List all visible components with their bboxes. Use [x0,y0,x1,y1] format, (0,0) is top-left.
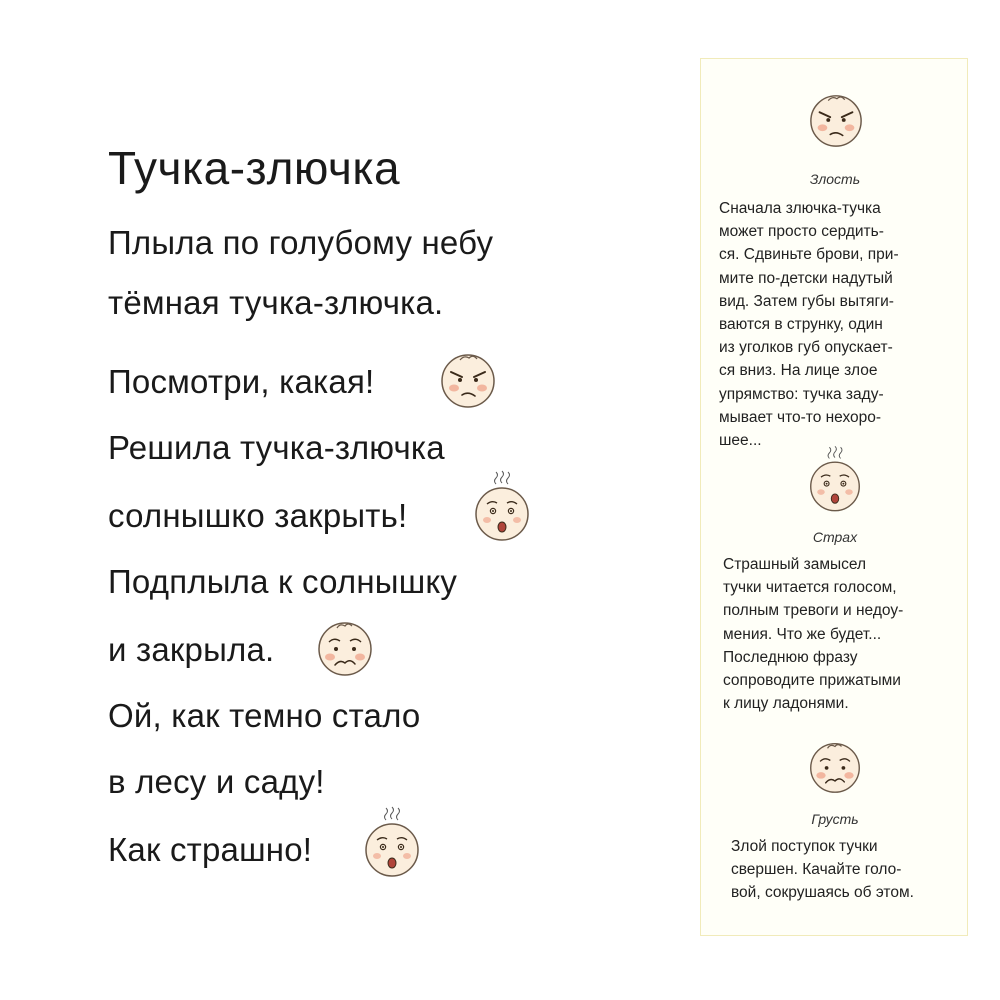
angry-face-icon [807,91,865,149]
poem-line: в лесу и саду! [108,763,325,800]
poem-line: Подплыла к солнышку [108,563,458,600]
fear-face-icon [472,470,532,542]
section-heading-fear: Страх [812,529,858,545]
section-heading-sadness: Грусть [811,811,859,827]
text-line: мывает что-то нехоро- [719,408,882,426]
text-line: ваются в струнку, один [719,315,883,333]
text-line: Последнюю фразу [723,648,858,666]
poem-line: солнышко закрыть! [108,497,408,534]
fear-face-icon [362,806,422,878]
sidebar-panel [700,58,968,936]
text-line: шее... [719,431,762,449]
text-line: ся вниз. На лице злое [719,362,878,380]
text-line: свершен. Качайте голо- [731,861,902,879]
section-text-anger [719,197,899,452]
text-line: мения. Что же будет... [723,625,882,643]
text-line: вой, сокрушаясь об этом. [731,884,914,902]
text-line: Сначала злючка-тучка [719,200,881,217]
section-text-fear [723,553,903,715]
text-line: Злой поступок тучки [731,838,878,855]
text-line: ся. Сдвиньте брови, при- [719,246,899,264]
text-line: сопроводите прижатыми [723,671,901,689]
text-line: Страшный замысел [723,556,867,573]
text-line: мите по-детски надутый [719,269,893,287]
sad-face-icon [315,618,375,678]
poem-line: Плыла по голубому небу [108,224,494,261]
text-line: вид. Затем губы вытяги- [719,292,894,310]
text-line: из уголков губ опускает- [719,339,893,357]
fear-face-icon [807,445,863,513]
sad-face-icon [807,739,863,795]
text-line: полным тревоги и недоу- [723,602,904,620]
text-line: упрямство: тучка заду- [719,385,884,403]
text-line: к лицу ладонями. [723,695,849,713]
poem-line: Посмотри, какая! [108,363,375,400]
section-text-sadness [731,835,914,905]
text-line: может просто сердить- [719,223,884,241]
poem-line: Ой, как темно стало [108,697,421,734]
section-heading-anger: Злость [809,171,861,187]
poem-line: Как страшно! [108,831,313,868]
text-line: тучки читается голосом, [723,579,897,597]
poem-line: Решила тучка-злючка [108,429,445,466]
angry-face-icon [438,350,498,410]
page-title: Тучка-злючка [108,142,401,194]
poem-line: тёмная тучка-злючка. [108,284,444,321]
poem-line: и закрыла. [108,631,275,668]
